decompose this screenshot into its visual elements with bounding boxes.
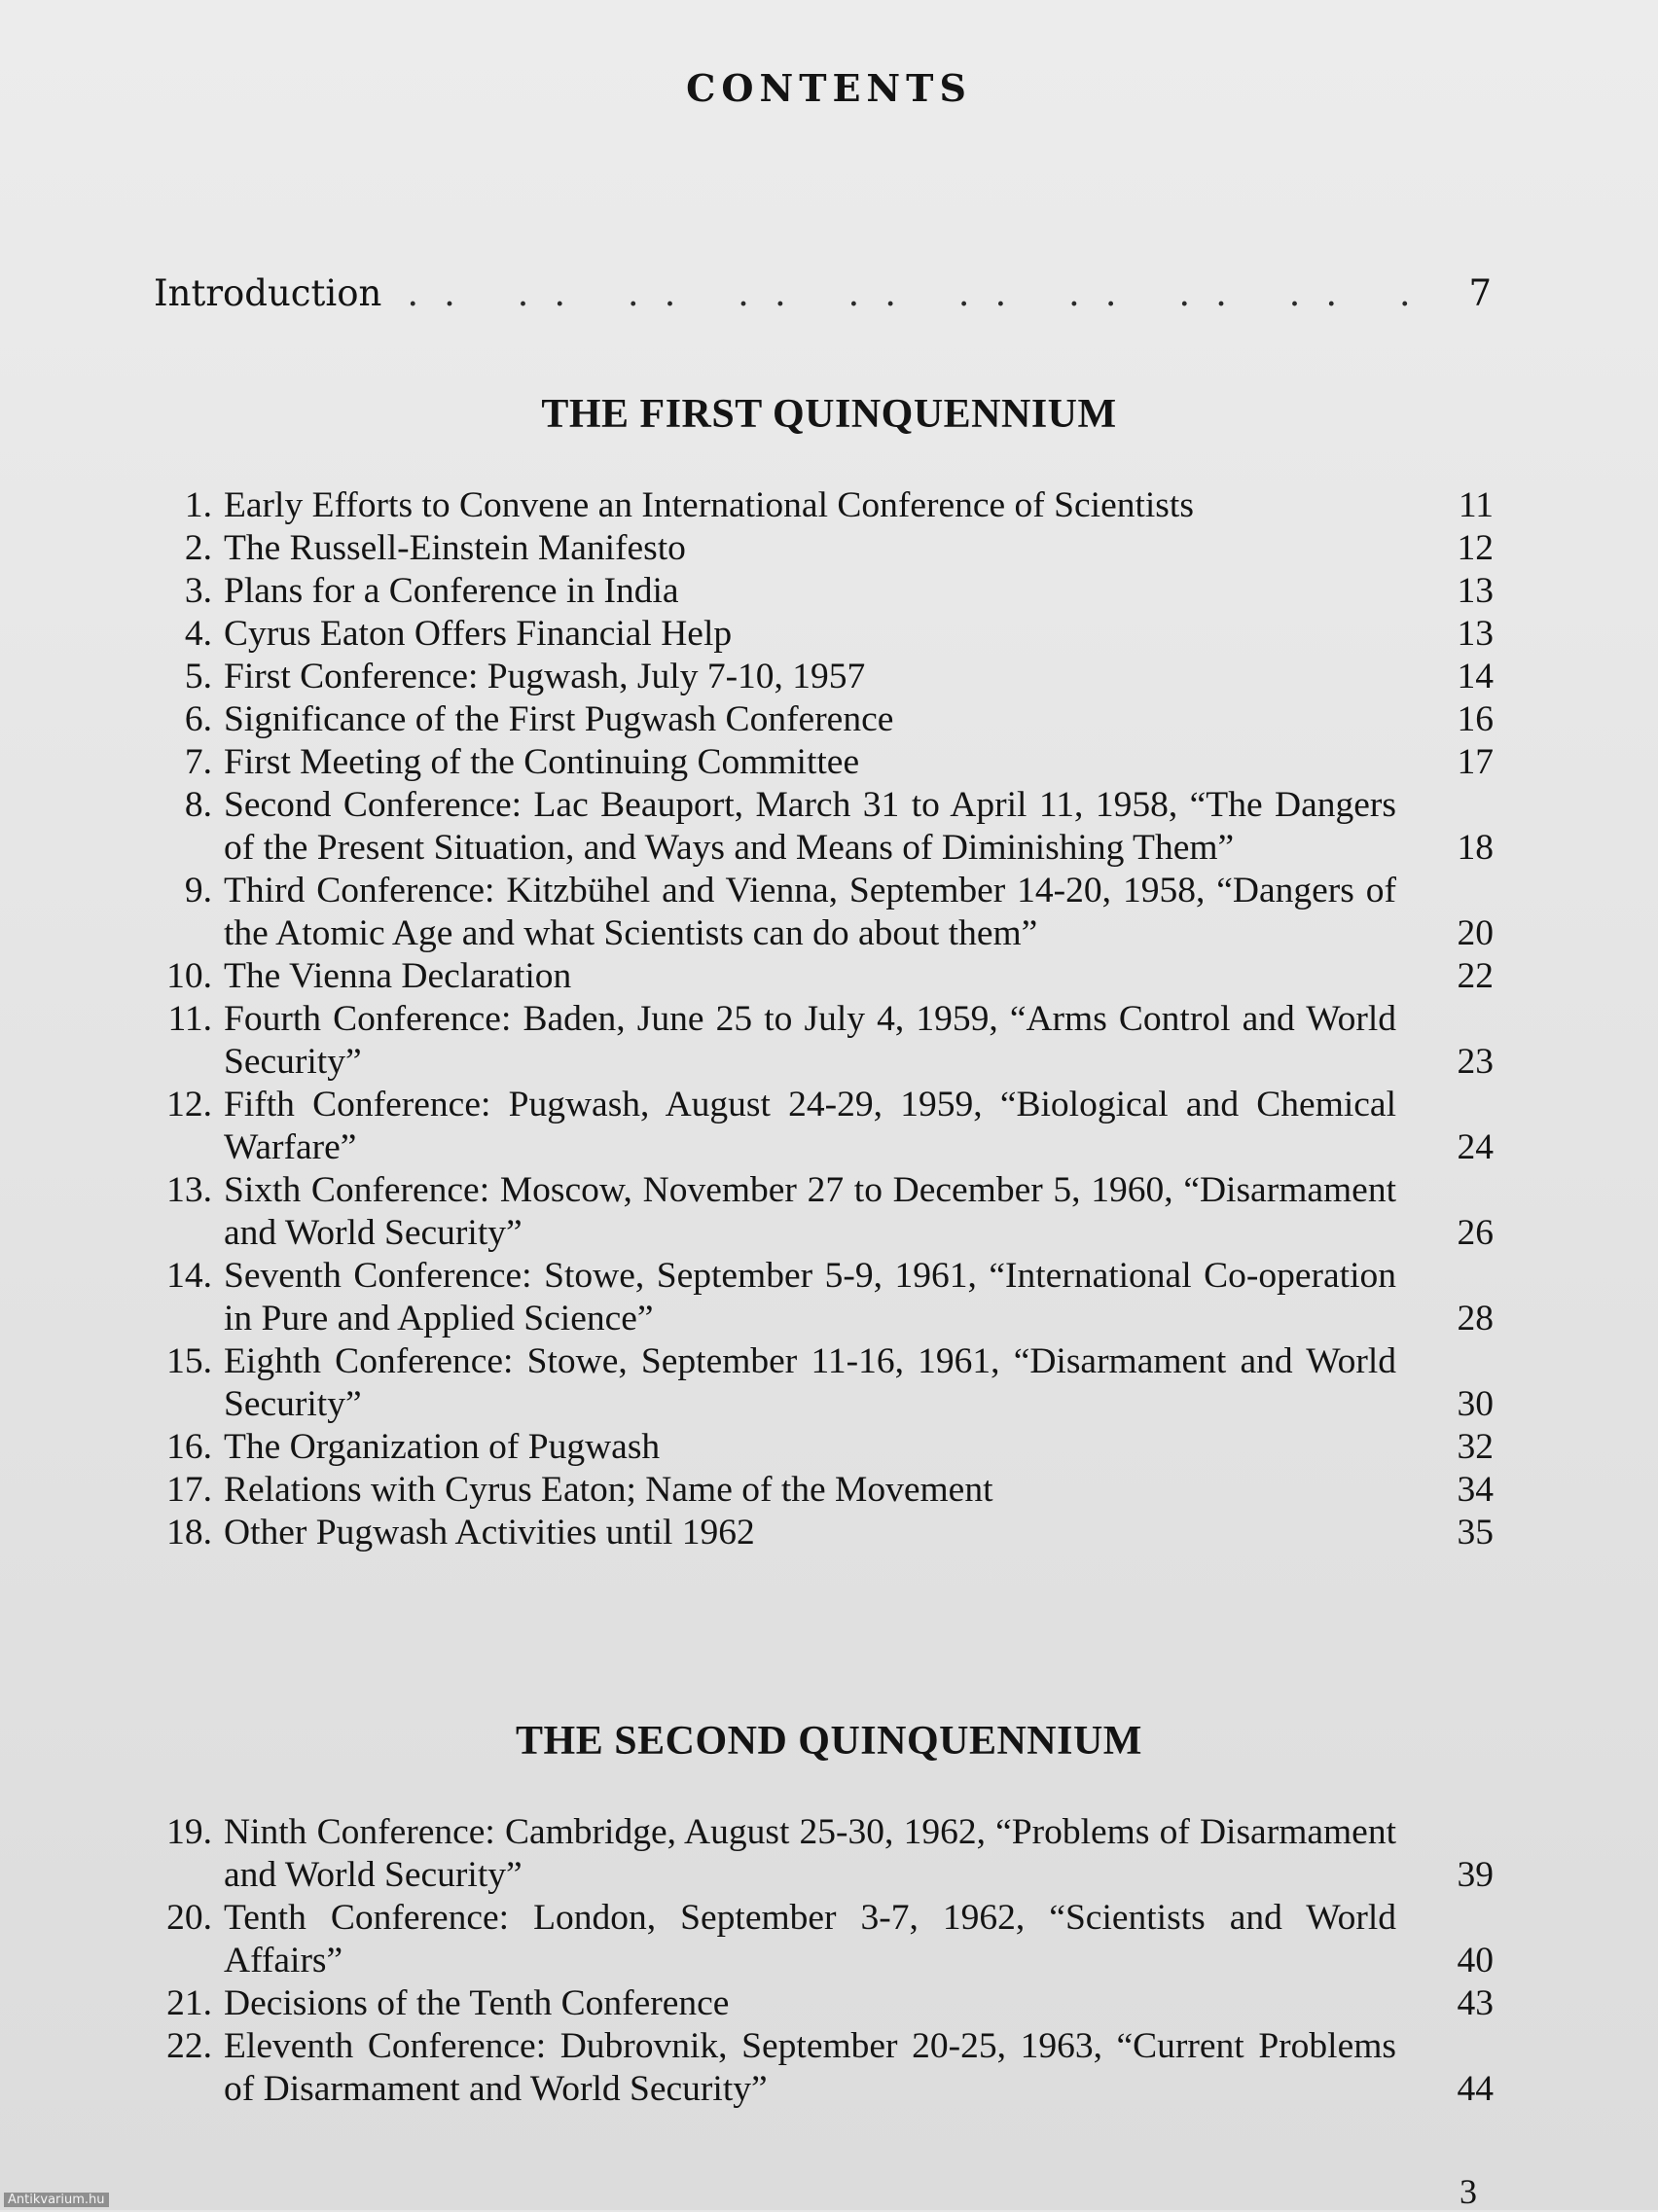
- toc-entry-title: Other Pugwash Activities until 1962: [224, 1513, 755, 1552]
- toc-entry-page: 11: [1458, 485, 1494, 525]
- toc-entry-page: 39: [1457, 1855, 1494, 1895]
- toc-entry-number: 17.: [166, 1470, 212, 1510]
- toc-entry-title: First Meeting of the Continuing Committee: [224, 742, 860, 782]
- toc-entry-page: 32: [1457, 1427, 1494, 1467]
- toc-entry: [146, 1084, 1494, 1169]
- toc-entry-number: 21.: [166, 1983, 212, 2023]
- toc-entry-number: 12.: [166, 1085, 212, 1124]
- toc-entry: [146, 741, 1494, 784]
- toc-entry-page: 34: [1457, 1470, 1494, 1510]
- toc-entry: [146, 484, 1494, 527]
- toc-entry-title: Second Conference: Lac Beauport, March 31 to April 11, 1958, “The Dangers of the Present Situation, and Ways and Means of Diminishing Them”: [224, 785, 1396, 868]
- toc-entry-title: Eleventh Conference: Dubrovnik, September 20-25, 1963, “Current Problems of Disarmament and World Security”: [224, 2026, 1396, 2109]
- toc-entry: [146, 656, 1494, 698]
- toc-entry-number: 14.: [166, 1256, 212, 1296]
- toc-entry-title: Seventh Conference: Stowe, September 5-9, 1961, “International Co-operation in Pure and Applied Science”: [224, 1256, 1396, 1338]
- toc-entry-title: Fourth Conference: Baden, June 25 to July 4, 1959, “Arms Control and World Security”: [224, 999, 1396, 1082]
- introduction-page: 7: [1468, 272, 1492, 314]
- toc-entry-page: 28: [1457, 1299, 1494, 1338]
- section-heading-second: THE SECOND QUINQUENNIUM: [516, 1719, 1142, 1764]
- toc-introduction: [154, 272, 1492, 314]
- introduction-label: Introduction: [154, 272, 382, 314]
- toc-entry-title: Eighth Conference: Stowe, September 11-16, 1961, “Disarmament and World Security”: [224, 1341, 1396, 1424]
- toc-entry: [146, 998, 1494, 1084]
- toc-entry-page: 14: [1457, 657, 1494, 696]
- toc-entry-number: 15.: [166, 1341, 212, 1381]
- toc-entry-page: 44: [1457, 2069, 1494, 2109]
- toc-entry-title: First Conference: Pugwash, July 7-10, 1957: [224, 657, 866, 696]
- toc-entry: [146, 955, 1494, 998]
- toc-entry-number: 7.: [184, 742, 212, 782]
- toc-entry: [146, 570, 1494, 613]
- toc-entry: [146, 784, 1494, 870]
- toc-entry-title: Relations with Cyrus Eaton; Name of the Movement: [224, 1470, 993, 1510]
- toc-entry: [146, 1982, 1494, 2025]
- toc-entry-page: 22: [1457, 956, 1494, 996]
- toc-entry: [146, 1811, 1494, 1897]
- toc-entry-title: Cyrus Eaton Offers Financial Help: [224, 614, 733, 654]
- toc-entry-page: 24: [1457, 1127, 1494, 1167]
- toc-entry: [146, 1512, 1494, 1554]
- toc-entry-number: 16.: [166, 1427, 212, 1467]
- toc-entry-number: 19.: [166, 1812, 212, 1852]
- toc-entry: [146, 1169, 1494, 1255]
- toc-entry-page: 43: [1457, 1983, 1494, 2023]
- watermark: Antikvarium.hu: [4, 2193, 109, 2207]
- toc-entry: [146, 870, 1494, 955]
- toc-entry-title: Fifth Conference: Pugwash, August 24-29, 1959, “Biological and Chemical Warfare”: [224, 1085, 1396, 1167]
- toc-entry-page: 23: [1457, 1042, 1494, 1082]
- toc-entry-number: 3.: [184, 571, 212, 611]
- toc-entry-title: Significance of the First Pugwash Conference: [224, 699, 894, 739]
- toc-entry-number: 5.: [184, 657, 212, 696]
- toc-entry-title: Sixth Conference: Moscow, November 27 to December 5, 1960, “Disarmament and World Security”: [224, 1170, 1396, 1253]
- toc-entry-number: 13.: [166, 1170, 212, 1210]
- toc-entry-page: 18: [1457, 828, 1494, 868]
- toc-entry-title: Early Efforts to Convene an International Conference of Scientists: [224, 485, 1194, 525]
- toc-entry-title: Decisions of the Tenth Conference: [224, 1983, 730, 2023]
- toc-entry-number: 18.: [166, 1513, 212, 1552]
- toc-entry-number: 10.: [166, 956, 212, 996]
- toc-entry-title: The Russell-Einstein Manifesto: [224, 528, 686, 568]
- toc-entry-number: 9.: [184, 871, 212, 910]
- toc-list-second: [146, 1811, 1494, 2111]
- toc-entry-page: 12: [1457, 528, 1494, 568]
- toc-entry-number: 22.: [166, 2026, 212, 2066]
- toc-entry-number: 11.: [167, 999, 212, 1039]
- toc-entry-title: Ninth Conference: Cambridge, August 25-30, 1962, “Problems of Disarmament and World Security”: [224, 1812, 1396, 1895]
- toc-entry-title: Tenth Conference: London, September 3-7, 1962, “Scientists and World Affairs”: [224, 1898, 1396, 1980]
- toc-entry-number: 20.: [166, 1898, 212, 1938]
- toc-entry-page: 16: [1457, 699, 1494, 739]
- dot-leader: [407, 272, 1408, 314]
- section-heading-first: THE FIRST QUINQUENNIUM: [541, 392, 1117, 437]
- toc-list-first: [146, 484, 1494, 1554]
- toc-entry-page: 17: [1457, 742, 1494, 782]
- toc-entry: [146, 1255, 1494, 1340]
- toc-entry-page: 35: [1457, 1513, 1494, 1552]
- toc-entry: [146, 1340, 1494, 1426]
- toc-entry-title: The Organization of Pugwash: [224, 1427, 661, 1467]
- toc-entry: [146, 2025, 1494, 2111]
- toc-entry-title: Third Conference: Kitzbühel and Vienna, September 14-20, 1958, “Dangers of the Atomic Age and what Scientists can do about them”: [224, 871, 1396, 953]
- toc-entry: [146, 1469, 1494, 1512]
- toc-entry-page: 40: [1457, 1941, 1494, 1980]
- toc-entry-page: 26: [1457, 1213, 1494, 1253]
- toc-entry-number: 2.: [184, 528, 212, 568]
- toc-entry-page: 20: [1457, 913, 1494, 953]
- toc-entry-page: 30: [1457, 1384, 1494, 1424]
- toc-entry: [146, 1426, 1494, 1469]
- page-number: 3: [1460, 2172, 1477, 2211]
- toc-entry: [146, 613, 1494, 656]
- toc-entry-title: Plans for a Conference in India: [224, 571, 679, 611]
- toc-entry-page: 13: [1457, 571, 1494, 611]
- toc-entry: [146, 1897, 1494, 1982]
- page-title: CONTENTS: [686, 66, 972, 110]
- toc-entry: [146, 527, 1494, 570]
- toc-entry: [146, 698, 1494, 741]
- toc-entry-title: The Vienna Declaration: [224, 956, 572, 996]
- toc-entry-number: 6.: [184, 699, 212, 739]
- toc-entry-page: 13: [1457, 614, 1494, 654]
- toc-entry-number: 1.: [184, 485, 212, 525]
- toc-entry-number: 4.: [184, 614, 212, 654]
- toc-entry-number: 8.: [184, 785, 212, 825]
